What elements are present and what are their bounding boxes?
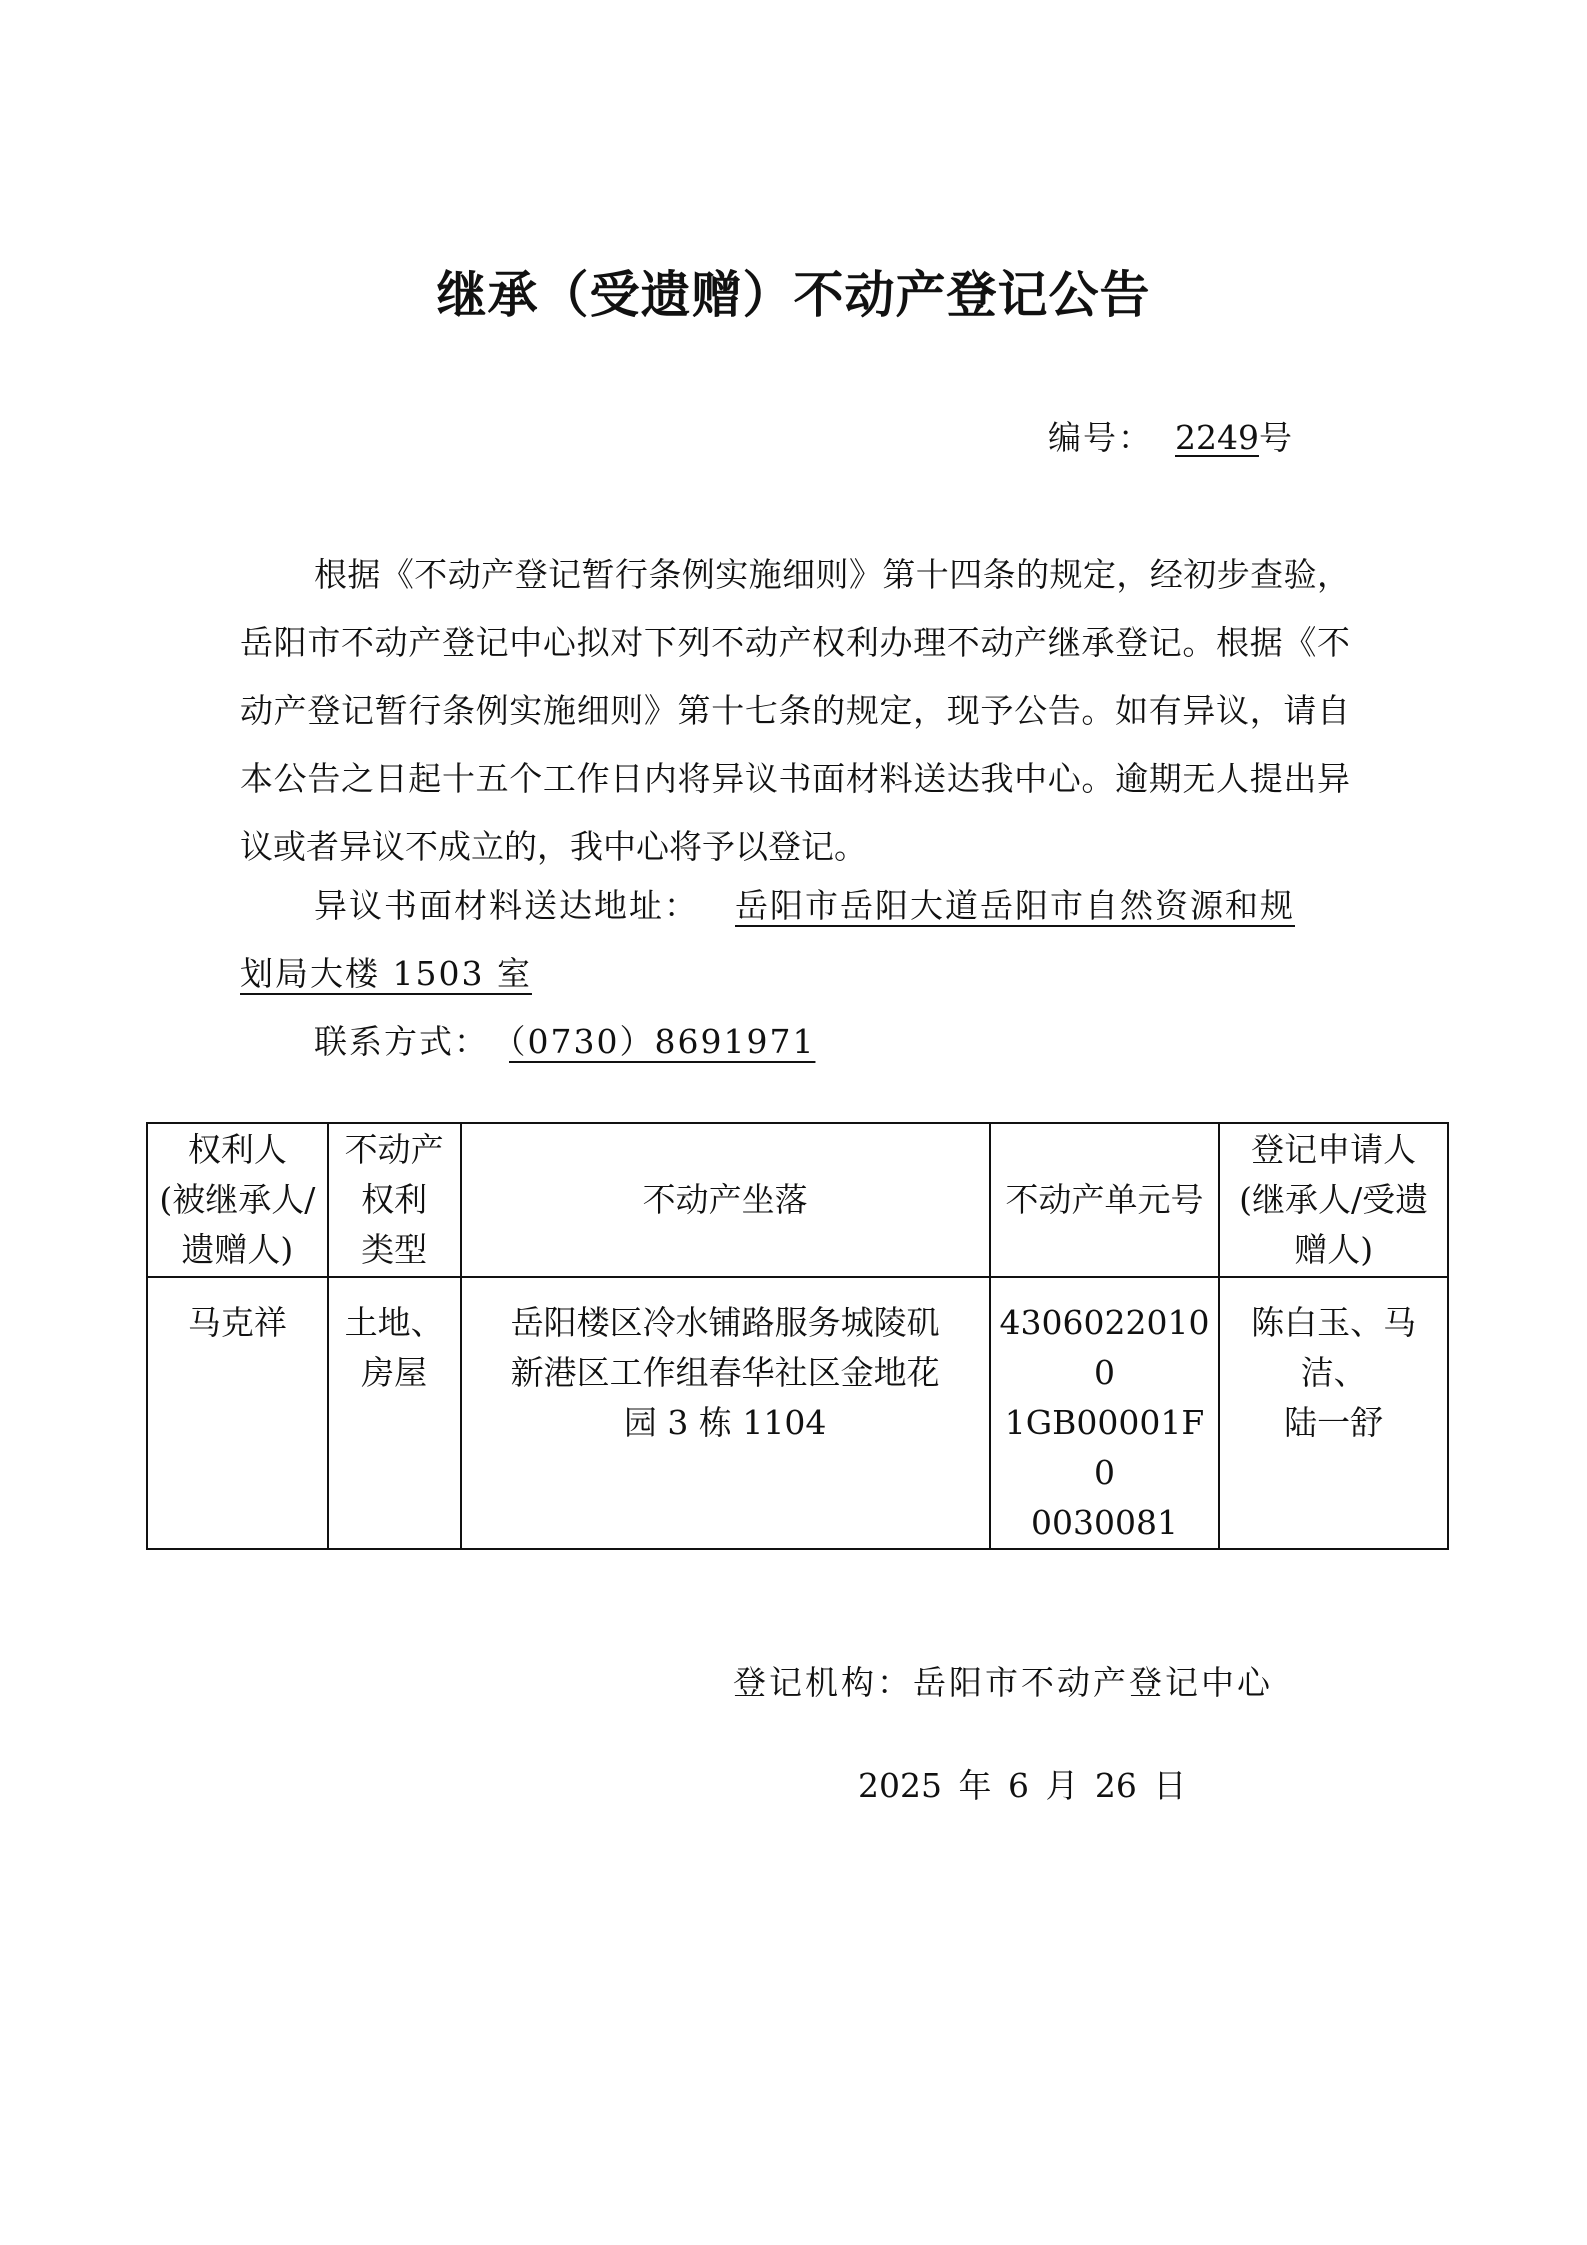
contact-label: 联系方式： (314, 1022, 489, 1061)
objection-address-value-cont: 划局大楼 1503 室 (240, 954, 532, 993)
cell-holder: 马克祥 (147, 1277, 328, 1549)
objection-address-line-2 (240, 948, 532, 995)
document-number (1048, 412, 1294, 459)
contact-value: （0730）8691971 (509, 1022, 816, 1061)
table-row (147, 1277, 1448, 1549)
cell-location: 岳阳楼区冷水铺路服务城陵矶 新港区工作组春华社区金地花 园 3 栋 1104 (461, 1277, 990, 1549)
document-number-value: 2249 (1175, 418, 1259, 457)
notice-paragraph: 根据《不动产登记暂行条例实施细则》第十四条的规定，经初步查验，岳阳市不动产登记中心拟对下列不动产权利办理不动产继承登记。根据《不动产登记暂行条例实施细则》第十七条的规定，现予公告。如有异议，请自本公告之日起十五个工作日内将异议书面材料送达我中心。逾期无人提出异议或者异议不成立的，我中心将予以登记。 (240, 555, 1350, 866)
contact-line (314, 1016, 855, 1063)
header-applicants: 登记申请人 (继承人/受遗 赠人) (1219, 1123, 1448, 1277)
header-right-type: 不动产 权利 类型 (328, 1123, 461, 1277)
document-number-label: 编号： (1048, 418, 1153, 457)
objection-address-value: 岳阳市岳阳大道岳阳市自然资源和规 (735, 886, 1295, 925)
objection-address-line (314, 880, 1295, 927)
rights-table (146, 1122, 1449, 1550)
table-header-row (147, 1123, 1448, 1277)
registration-organization: 登记机构：岳阳市不动产登记中心 (733, 1663, 1273, 1702)
header-unit-number: 不动产单元号 (990, 1123, 1220, 1277)
cell-applicants: 陈白玉、马洁、 陆一舒 (1219, 1277, 1448, 1549)
announcement-date: 2025 年 6 月 26 日 (858, 1766, 1187, 1805)
document-number-suffix: 号 (1258, 418, 1294, 457)
notice-body (240, 541, 1350, 881)
objection-address-label: 异议书面材料送达地址： (314, 886, 699, 925)
cell-right-type: 土地、 房屋 (328, 1277, 461, 1549)
header-holder: 权利人 (被继承人/ 遗赠人) (147, 1123, 328, 1277)
page-title: 继承（受遗赠）不动产登记公告 (436, 266, 1151, 324)
cell-unit-number: 43060220100 1GB00001F0 0030081 (990, 1277, 1220, 1549)
header-location: 不动产坐落 (461, 1123, 990, 1277)
